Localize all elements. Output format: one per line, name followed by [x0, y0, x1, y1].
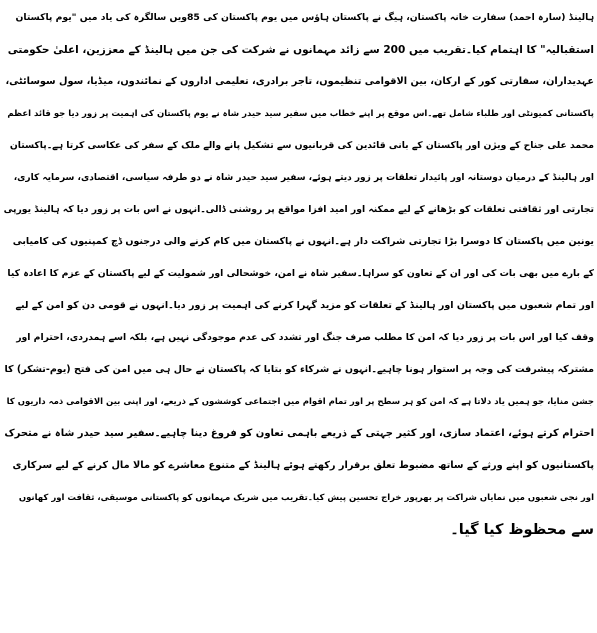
article-line: اور نجی شعبوں میں نمایاں شراکت پر بھرپور خراج تحسین پیش کیا۔تقریب میں شریک مہمانوں کو پاکستانی موسیقی، ثقافت اور کھانوں [18, 493, 594, 503]
article-line: سے محظوظ کیا گیا۔ [450, 522, 594, 538]
article-line: ہالینڈ (سارہ احمد) سفارت خانہ پاکستان، ہیگ نے پاکستان ہاؤس میں یوم پاکستان کی 85ویں سالگرہ کی یاد میں "یوم پاکستان [15, 12, 594, 23]
article-line: احترام کرتے ہوئے، اعتماد سازی، اور کثیر جہتی کے ذریعے باہمی تعاون کو فروغ دینا چاہیے۔سفیر سید حیدر شاہ نے متحرک [4, 428, 594, 439]
article-line: استقبالیہ" کا اہتمام کیا۔تقریب میں 200 سے زائد مہمانوں نے شرکت کی جن میں ہالینڈ کے معززین، اعلیٰ حکومتی [7, 44, 594, 56]
article-line: اور تمام شعبوں میں پاکستان اور ہالینڈ کے تعلقات کو مزید گہرا کرنے کی اہمیت پر زور دیا۔انہوں نے قومی دن کو امن کے لیے [15, 300, 594, 311]
article-line: عہدیداران، سفارتی کور کے ارکان، بین الاقوامی تنظیموں، تاجر برادری، تعلیمی اداروں کے نمائندوں، میڈیا، سول سوسائٹی، [5, 76, 594, 87]
article-line: جشن منایا، جو ہمیں یاد دلاتا ہے کہ امن کو ہر سطح پر اور تمام اقوام میں اجتماعی کوششوں کے ذریعے، اور اپنی بین الاقوامی ذمہ داریوں کا [6, 397, 594, 407]
article-line: یونین میں پاکستان کا دوسرا بڑا تجارتی شراکت دار ہے۔انہوں نے پاکستان میں کام کرنے والی درجنوں ڈچ کمپنیوں کی کامیابی [12, 236, 594, 247]
article-line: وقف کیا اور اس بات پر زور دیا کہ امن کا مطلب صرف جنگ اور تشدد کی عدم موجودگی نہیں ہے، بلکہ اسے ہمدردی، احترام اور [16, 332, 594, 343]
article-line: مشترکہ پیشرفت کی وجہ پر استوار ہونا چاہیے۔انہوں نے شرکاء کو بتایا کہ پاکستان نے حال ہی میں امن کی فتح (یوم-تشکر) کا [4, 364, 594, 375]
article-line: محمد علی جناح کے ویژن اور پاکستان کے بانی قائدین کی قربانیوں سے تشکیل پانے والے ملک کے سفر کی عکاسی کرتا ہے۔پاکستان [9, 140, 594, 151]
article-line: اور ہالینڈ کے درمیان دوستانہ اور پائیدار تعلقات پر زور دیتے ہوئے، سفیر سید حیدر شاہ نے دو طرفہ سیاسی، اقتصادی، سرمایہ کاری، [13, 173, 594, 183]
article-body [3, 2, 594, 546]
article-line: پاکستانی کمیونٹی اور طلباء شامل تھے۔اس موقع پر اپنے خطاب میں سفیر سید حیدر شاہ نے یوم پاکستان کی اہمیت پر زور دیا جو قائد اعظم [7, 109, 594, 119]
article-line: کے بارے میں بھی بات کی اور ان کے تعاون کو سراہا۔سفیر شاہ نے امن، خوشحالی اور شمولیت کے لیے پاکستان کے عزم کا اعادہ کیا [7, 268, 594, 279]
article-line: پاکستانیوں کو اپنے ورثے کے ساتھ مضبوط تعلق برقرار رکھتے ہوئے ہالینڈ کے متنوع معاشرے کو مالا مال کرنے کے لیے سرکاری [12, 460, 594, 471]
article-line: تجارتی اور ثقافتی تعلقات کو بڑھانے کے لیے ممکنہ اور امید افزا مواقع پر روشنی ڈالی۔انہوں نے اس بات پر زور دیا کہ ہالینڈ یورپی [3, 204, 594, 215]
